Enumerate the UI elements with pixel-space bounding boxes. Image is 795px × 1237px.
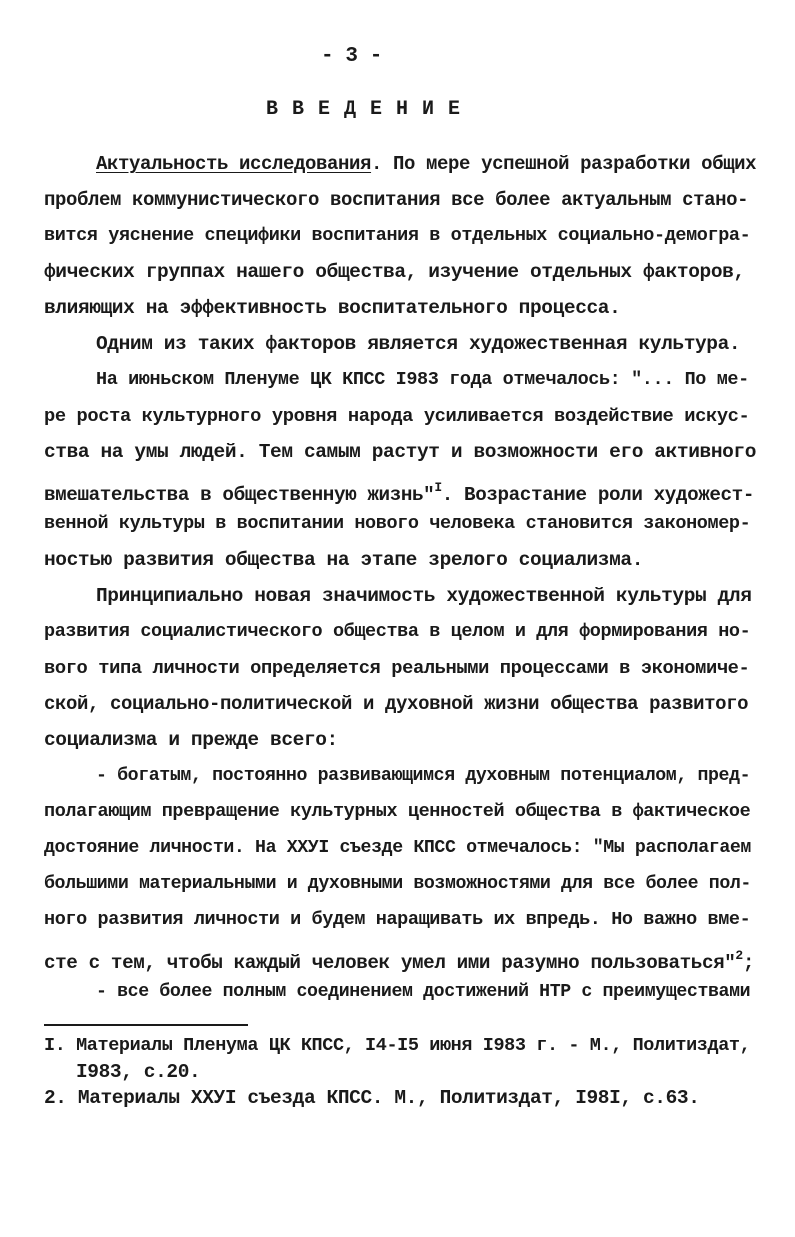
intro-label: Актуальность исследования [96, 153, 372, 175]
body-line-2: проблем коммунистического воспитания все более актуальным стано- [44, 189, 749, 211]
body-line-5: влияющих на эффективность воспитательного процесса. [44, 297, 621, 319]
body-line-20: достояние личности. На XXУI съезде КПСС отмечалось: "Мы располагаем [44, 838, 751, 858]
body-line-8: ре роста культурного уровня народа усиливается воздействие искус- [44, 405, 750, 427]
body-line-11: венной культуры в воспитании нового человека становится закономер- [44, 513, 751, 534]
body-line-14: развития социалистического общества в целом и для формирования но- [44, 621, 751, 642]
body-line-21: большими материальными и духовными возможностями для все более пол- [44, 874, 751, 894]
body-line-16: ской, социально-политической и духовной жизни общества развитого [44, 693, 749, 715]
section-heading: В В Е Д Е Н И Е [266, 98, 462, 121]
footnote-1-line-2: I983, с.20. [76, 1061, 201, 1083]
footnote-separator [44, 1024, 248, 1026]
body-line-9: ства на умы людей. Тем самым растут и возможности его активного [44, 441, 757, 463]
body-line-23: сте с тем, чтобы каждый человек умел ими разумно пользоваться"$^2$; [44, 948, 754, 974]
body-line-12: ностью развития общества на этапе зрелого социализма. [44, 549, 644, 571]
body-line-3: вится уяснение специфики воспитания в отдельных социально-демогра- [44, 225, 751, 246]
page-number: - 3 - [321, 45, 383, 68]
footnote-ref-2: 2 [735, 948, 743, 963]
body-line-18: - богатым, постоянно развивающимся духовным потенциалом, пред- [96, 766, 751, 786]
body-line-15: вого типа личности определяется реальными процессами в экономиче- [44, 657, 750, 679]
body-line-7: На июньском Пленуме ЦК КПСС I983 года отмечалось: "... По ме- [96, 369, 749, 390]
body-line-24: - все более полным соединением достижений НТР с преимуществами [96, 982, 751, 1002]
body-line-17: социализма и прежде всего: [44, 729, 338, 751]
footnote-ref-1: I [434, 480, 442, 495]
body-line-22: ного развития личности и будем наращивать их впредь. Но важно вме- [44, 909, 751, 930]
footnote-1-line-1: I. Материалы Пленума ЦК КПСС, I4-I5 июня I983 г. - М., Политиздат, [44, 1035, 751, 1056]
body-line-1: Актуальность исследования. По мере успешной разработки общих [96, 153, 757, 175]
body-line-4: фических группах нашего общества, изучение отдельных факторов, [44, 261, 745, 283]
body-line-19: полагающим превращение культурных ценностей общества в фактическое [44, 801, 751, 822]
body-line-13: Принципиально новая значимость художественной культуры для [96, 585, 752, 607]
footnote-2: 2. Материалы XXУI съезда КПСС. М., Политиздат, I98I, с.63. [44, 1087, 700, 1109]
body-line-6: Одним из таких факторов является художественная культура. [96, 333, 741, 355]
body-line-10: вмешательства в общественную жизнь"$^I$. Возрастание роли художест- [44, 480, 754, 506]
